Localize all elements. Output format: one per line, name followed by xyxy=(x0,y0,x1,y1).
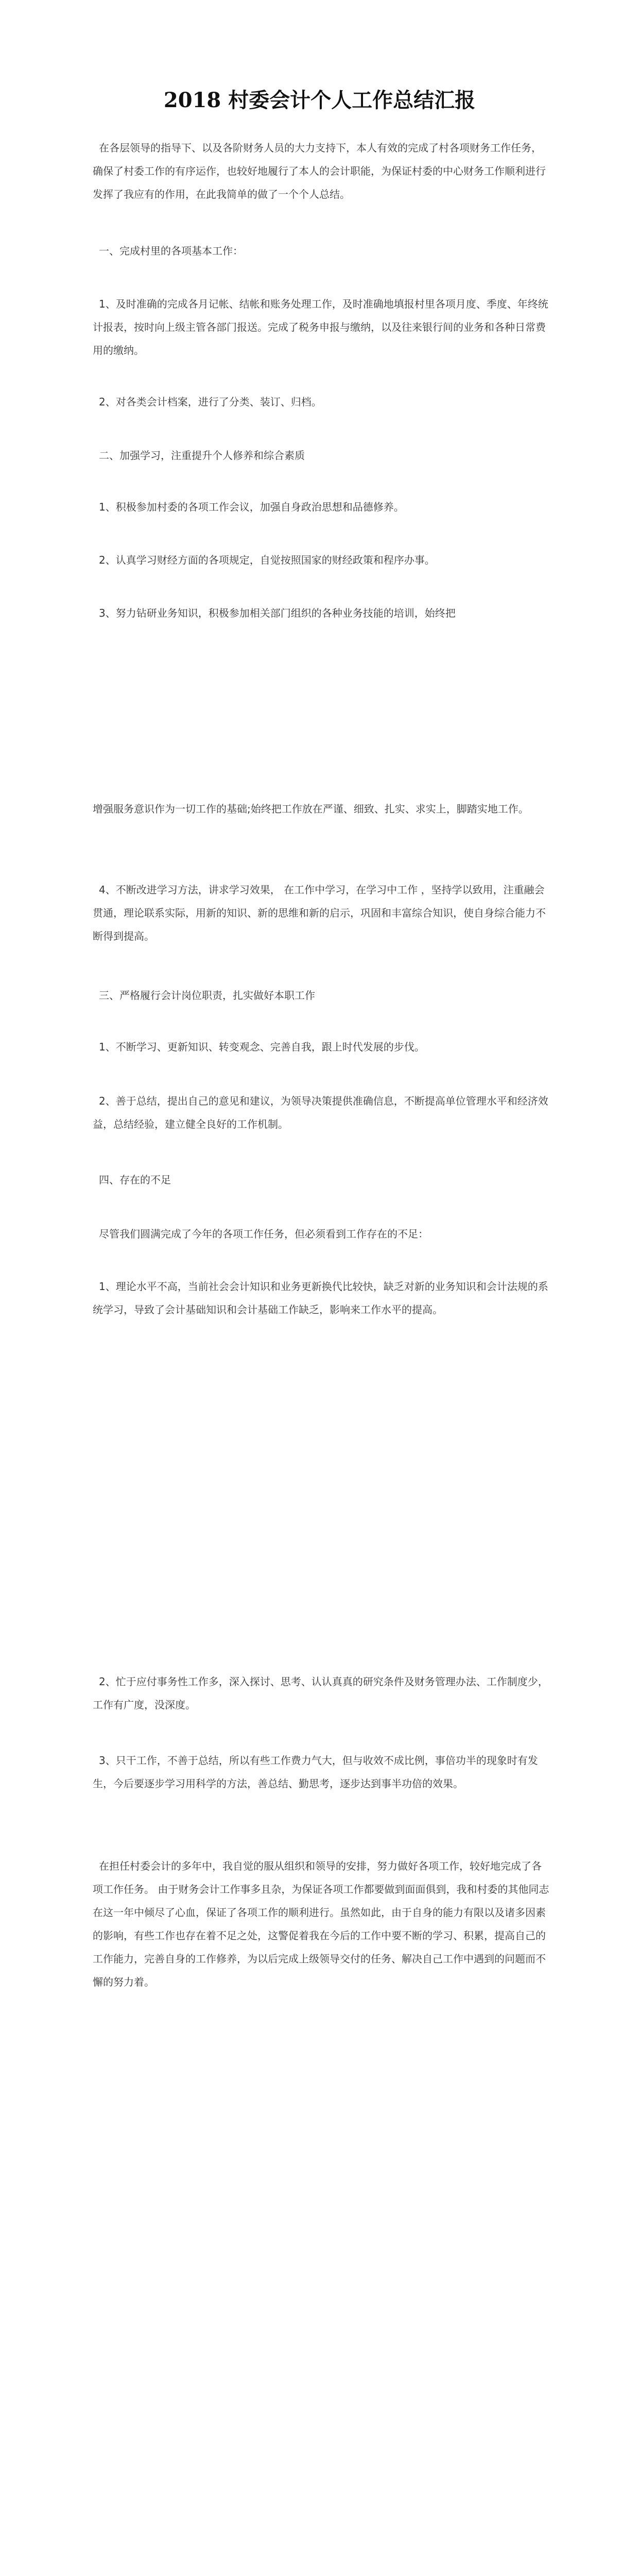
section-4-item-3: 3、只干工作，不善于总结，所以有些工作费力气大，但与收效不成比例，事倍功半的现象时有发生，今后要逐步学习用科学的方法，善总结、勤思考，逐步达到事半功倍的效果。 xyxy=(93,1754,538,1790)
document-title: 2018 村委会计个人工作总结汇报 xyxy=(163,88,476,112)
section-4-intro: 尽管我们圆满完成了今年的各项工作任务，但必须看到工作存在的不足： xyxy=(99,1228,428,1240)
section-1-item-2: 2、对各类会计档案，进行了分类、装订、归档。 xyxy=(99,396,322,408)
intro-paragraph: 在各层领导的指导下、以及各阶财务人员的大力支持下，本人有效的完成了村各项财务工作任务，确保了村委工作的有序运作，也较好地履行了本人的会计职能，为保证村委的中心财务工作顺利进行发挥了我应有的作用，在此我简单的做了一个个人总结。 xyxy=(93,142,546,200)
section-heading-2: 二、加强学习，注重提升个人修养和综合素质 xyxy=(99,449,305,462)
section-heading-4: 四、存在的不足 xyxy=(99,1174,171,1186)
section-2-item-4: 4、不断改进学习方法，讲求学习效果， 在工作中学习，在学习中工作 ，坚持学以致用，注重融会贯通，理论联系实际，用新的知识、新的思维和新的启示，巩固和丰富综合知识，使自身综合能力不断得到提高。 xyxy=(93,884,546,942)
section-2-item-3-continued: 增强服务意识作为一切工作的基础;始终把工作放在严谨、细致、扎实、求实上，脚踏实地工作。 xyxy=(93,803,529,815)
section-4-item-1: 1、理论水平不高，当前社会会计知识和业务更新换代比较快，缺乏对新的业务知识和会计法规的系统学习，导致了会计基础知识和会计基础工作缺乏，影响来工作水平的提高。 xyxy=(93,1280,548,1316)
section-1-item-1: 1、及时准确的完成各月记帐、结帐和账务处理工作，及时准确地填报村里各项月度、季度、年终统计报表，按时向上级主管各部门报送。完成了税务申报与缴纳，以及往来银行间的业务和各种日常费用的缴纳。 xyxy=(93,298,548,357)
section-2-item-2: 2、认真学习财经方面的各项规定，自觉按照国家的财经政策和程序办事。 xyxy=(99,554,435,566)
section-heading-3: 三、严格履行会计岗位职责，扎实做好本职工作 xyxy=(99,989,315,1002)
section-heading-1: 一、完成村里的各项基本工作： xyxy=(99,245,243,257)
section-4-item-2: 2、忙于应付事务性工作多，深入探讨、思考、认认真真的研究条件及财务管理办法、工作制度少，工作有广度，没深度。 xyxy=(93,1675,548,1711)
section-3-item-1: 1、不断学习、更新知识、转变观念、完善自我，跟上时代发展的步伐。 xyxy=(99,1041,425,1053)
closing-paragraph: 在担任村委会计的多年中，我自觉的服从组织和领导的安排，努力做好各项工作，较好地完成了各项工作任务。 由于财务会计工作事多且杂，为保证各项工作都要做到面面俱到，我和村委的其他同志在这一年中倾尽了心血，保证了各项工作的顺利进行。虽然如此，由于自身的能力有限以及诸多因素的影响，有些工作也存在着不足之处，这警促着我在今后的工作中要不断的学习、积累，提高自己的工作能力，完善自身的工作修养，为以后完成上级领导交付的任务、解决自己工作中遇到的问题而不懈的努力着。 xyxy=(93,1860,549,1988)
section-2-item-1: 1、积极参加村委的各项工作会议，加强自身政治思想和品德修养。 xyxy=(99,501,404,513)
section-3-item-2: 2、善于总结，提出自己的意见和建议，为领导决策提供准确信息，不断提高单位管理水平和经济效益，总结经验，建立健全良好的工作机制。 xyxy=(93,1095,548,1130)
section-2-item-3: 3、努力钻研业务知识，积极参加相关部门组织的各种业务技能的培训，始终把 xyxy=(99,607,456,619)
